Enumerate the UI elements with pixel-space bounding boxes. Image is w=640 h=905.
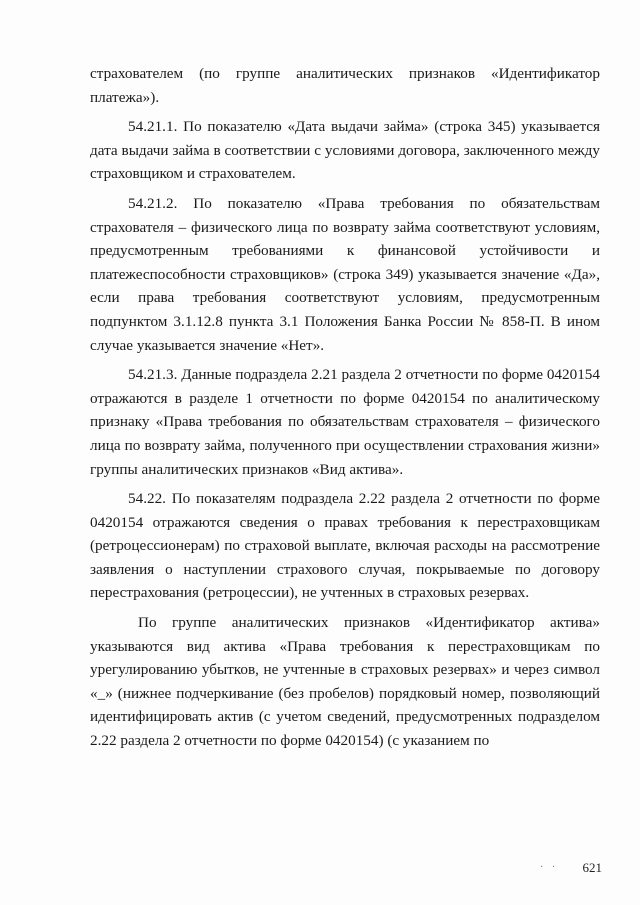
page-number: 621 [582, 860, 602, 875]
paragraph-54-21-2: 54.21.2. По показателю «Права требования по обязательствам страхователя – физического лица по возврату займа соответствуют условиям, предусмотренным требованиями к финансовой устойчивости и платежеспособности страховщиков» (строка 349) указывается значение «Да», если права требования соответствуют условиям, предусмотренным подпунктом 3.1.12.8 пункта 3.1 Положения Банка России № 858-П. В ином случае указывается значение «Нет». [90, 194, 600, 354]
paragraph-54-21-1: 54.21.1. По показателю «Дата выдачи займа» (строка 345) указывается дата выдачи займа в соответствии с условиями договора, заключенного между страховщиком и страхователем. [90, 118, 600, 183]
document-body [90, 62, 600, 759]
scan-mark: · · [540, 862, 559, 873]
paragraph-54-22: 54.22. По показателям подраздела 2.22 раздела 2 отчетности по форме 0420154 отражаются сведения о правах требования к перестраховщикам (ретроцессионерам) по страховой выплате, включая расходы на рассмотрение заявления о наступлении страхового случая, покрываемые по договору перестрахования (ретроцессии), не учтенных в страховых резервах. [90, 490, 600, 602]
paragraph-continuation: страхователем (по группе аналитических признаков «Идентификатор платежа»). [90, 65, 600, 106]
paragraph-54-21-3: 54.21.3. Данные подраздела 2.21 раздела 2 отчетности по форме 0420154 отражаются в разделе 1 отчетности по форме 0420154 по аналитическому признаку «Права требования по обязательствам страхователя – физического лица по возврату займа, полученного при осуществлении страхования жизни» группы аналитических признаков «Вид актива». [90, 366, 600, 478]
paragraph-asset-identifier: По группе аналитических признаков «Идентификатор актива» указываются вид актива «Права требования к перестраховщикам по урегулированию убытков, не учтенные в страховых резервах» и через символ «_» (нижнее подчеркивание (без пробелов) порядковый номер, позволяющий идентифицировать актив (с учетом сведений, предусмотренных подразделом 2.22 раздела 2 отчетности по форме 0420154) (с указанием по [90, 614, 600, 750]
